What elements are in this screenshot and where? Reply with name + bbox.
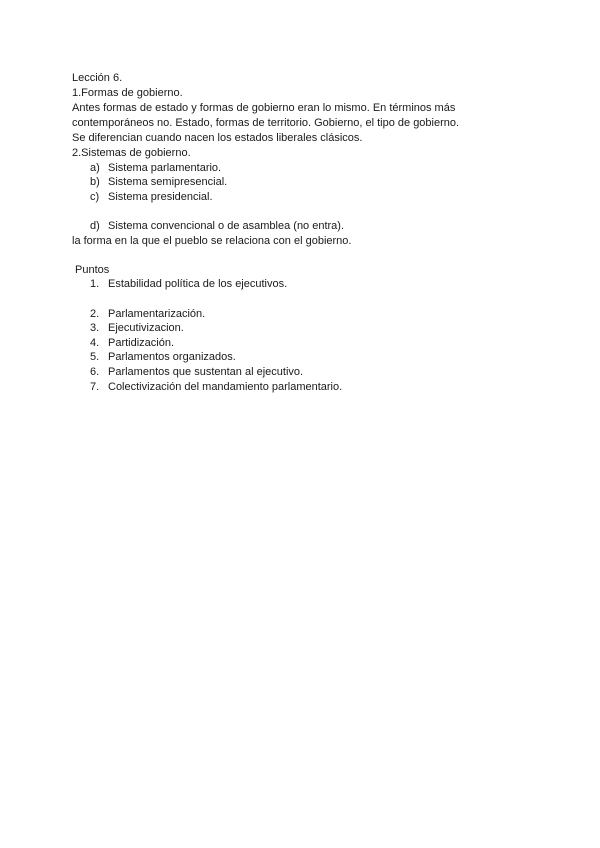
relation-note: la forma en la que el pueblo se relaciona con el gobierno.	[72, 235, 352, 247]
paragraph-line: Antes formas de estado y formas de gobierno eran lo mismo. En términos más	[72, 102, 456, 114]
list-marker: 7.	[90, 381, 100, 393]
list-item: Colectivización del mandamiento parlamentario.	[108, 381, 343, 393]
paragraph-line: Se diferencian cuando nacen los estados liberales clásicos.	[72, 132, 363, 144]
list-marker: a)	[90, 162, 100, 174]
section-heading-forms: 1.Formas de gobierno.	[72, 87, 183, 99]
list-item: Parlamentos organizados.	[108, 351, 236, 363]
list-marker: 6.	[90, 366, 100, 378]
list-item: Sistema presidencial.	[108, 191, 213, 203]
list-item: Ejecutivizacion.	[108, 322, 184, 334]
list-item: Partidización.	[108, 337, 175, 349]
list-marker: 5.	[90, 351, 100, 363]
list-marker: c)	[90, 191, 100, 203]
list-marker: 2.	[90, 308, 100, 320]
paragraph-line: contemporáneos no. Estado, formas de territorio. Gobierno, el tipo de gobierno.	[72, 117, 460, 129]
list-marker: b)	[90, 176, 100, 188]
list-item: Parlamentos que sustentan al ejecutivo.	[108, 366, 304, 378]
list-item: Parlamentarización.	[108, 308, 206, 320]
list-marker: d)	[90, 220, 100, 232]
lesson-title: Lección 6.	[72, 72, 123, 84]
list-item: Sistema convencional o de asamblea (no entra).	[108, 220, 345, 232]
list-marker: 3.	[90, 322, 100, 334]
list-marker: 4.	[90, 337, 100, 349]
points-heading: Puntos	[75, 264, 110, 276]
list-item: Sistema semipresencial.	[108, 176, 228, 188]
list-item: Estabilidad política de los ejecutivos.	[108, 278, 288, 290]
list-marker: 1.	[90, 278, 100, 290]
list-item: Sistema parlamentario.	[108, 162, 222, 174]
section-heading-systems: 2.Sistemas de gobierno.	[72, 147, 191, 159]
